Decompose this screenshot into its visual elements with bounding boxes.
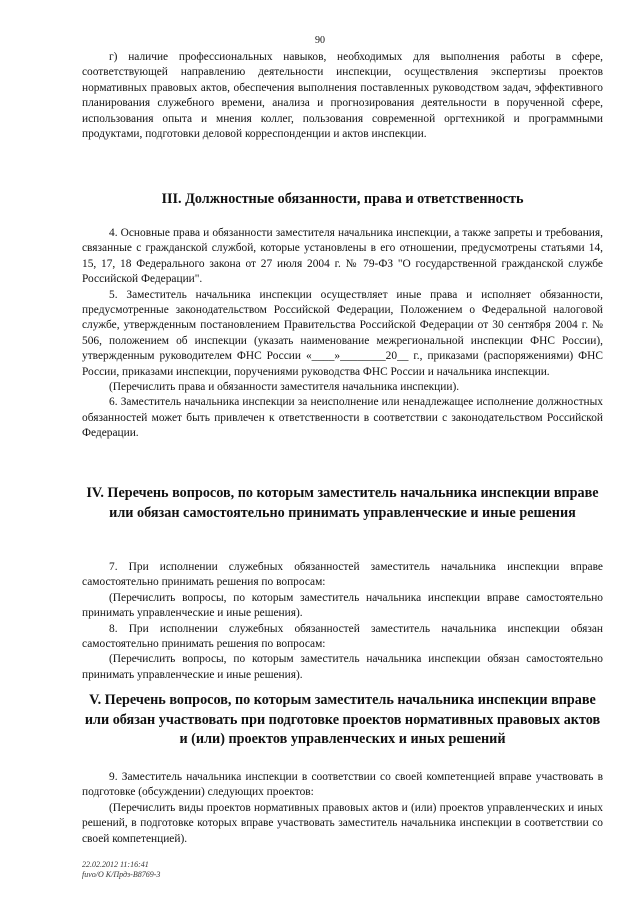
- paragraph-9: 9. Заместитель начальника инспекции в соответствии со своей компетенцией вправе участвовать в подготовке (обсуждении) следующих проектов:: [82, 771, 603, 799]
- paragraph-g: г) наличие профессиональных навыков, необходимых для выполнения работы в сфере, соответствующей направлению деятельности инспекции, осуществления экспертизы проектов нормативных правовых актов, обеспечения выполнения поставленных руководством задач, эффективного планирования служебного времени, анализа и прогнозирования деятельности в порученной сфере, использования опыта и мнения коллег, пользования современной оргтехникой и программными продуктами, подготовки деловой корреспонденции и актов инспекции.: [82, 51, 603, 141]
- section-3-heading: III. Должностные обязанности, права и ответственность: [161, 191, 524, 207]
- section-5-heading: V. Перечень вопросов, по которым заместитель начальника инспекции вправе или обязан участвовать при подготовке проектов нормативных правовых актов и (или) проектов управленческих и иных решений: [84, 692, 601, 747]
- paragraph-8-note: (Перечислить вопросы, по которым заместитель начальника инспекции обязан самостоятельно принимать управленческие и иные решения).: [82, 653, 603, 681]
- paragraph-5-note: (Перечислить права и обязанности заместителя начальника инспекции).: [109, 381, 460, 394]
- paragraph-8: 8. При исполнении служебных обязанностей заместитель начальника инспекции обязан самостоятельно принимать решения по вопросам:: [82, 622, 603, 651]
- section-4-heading: IV. Перечень вопросов, по которым заместитель начальника инспекции вправе или обязан самостоятельно принимать управленческие и иные решения: [86, 485, 599, 521]
- paragraph-4: 4. Основные права и обязанности заместителя начальника инспекции, а также запреты и требования, связанные с гражданской службой, которые установлены в его отношении, предусмотрены статьями 14, 15, 17, 18 Федерального закона от 27 июля 2004 г. № 79-ФЗ "О государственной гражданской службе Российской Федерации".: [82, 227, 603, 286]
- footer-timestamp: 22.02.2012 11:16:41: [82, 860, 149, 869]
- paragraph-g-block: [82, 50, 603, 142]
- section-3-body: [82, 226, 603, 442]
- section-5-body: [82, 770, 603, 847]
- paragraph-7-note: (Перечислить вопросы, по которым заместитель начальника инспекции вправе самостоятельно принимать управленческие и иные решения).: [82, 591, 603, 620]
- document-footer: [82, 860, 160, 880]
- paragraph-9-note: (Перечислить виды проектов нормативных правовых актов и (или) проектов управленческих и иных решений, в подготовке которых вправе участвовать заместитель начальника инспекции в соответствии со своей компетенцией).: [82, 801, 603, 845]
- footer-document-code: fuvo/O K/Прдз-B8769-3: [82, 870, 161, 879]
- paragraph-7: 7. При исполнении служебных обязанностей заместитель начальника инспекции вправе самостоятельно принимать решения по вопросам:: [82, 561, 603, 589]
- page-number: 90: [315, 35, 325, 46]
- paragraph-5: 5. Заместитель начальника инспекции осуществляет иные права и исполняет обязанности, предусмотренные законодательством Российской Федерации, Положением о Федеральной налоговой службе, утвержденным постановлением Правительства Российской Федерации от 30 сентября 2004 г. № 506, положением об инспекции (указать наименование межрегиональной инспекции ФНС России), утвержденным руководителем ФНС России «____»________20__ г., приказами (распоряжениями) ФНС России, приказами инспекции, поручениями руководства ФНС России и начальника инспекции.: [82, 288, 603, 378]
- paragraph-6: 6. Заместитель начальника инспекции за неисполнение или ненадлежащее исполнение должностных обязанностей может быть привлечен к ответственности в соответствии с законодательством Российской Федерации.: [82, 396, 603, 440]
- section-4-body: [82, 560, 603, 683]
